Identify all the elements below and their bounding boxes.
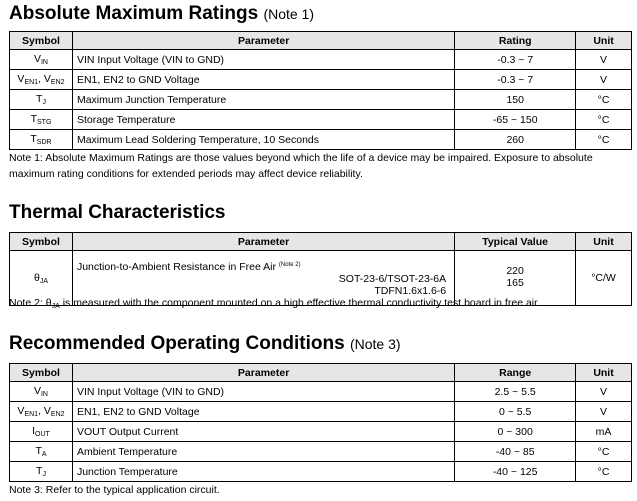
- parameter-cell: Storage Temperature: [72, 110, 454, 130]
- parameter-text: [77, 261, 301, 273]
- table-row: [10, 462, 632, 482]
- value-cell: -40 ~ 85: [455, 442, 576, 462]
- package-list: [339, 273, 446, 297]
- value-cell: -65 ~ 150: [455, 110, 576, 130]
- value-cell: 0 ~ 300: [455, 422, 576, 442]
- symbol-sub: JA: [39, 277, 48, 285]
- symbol-cell: [10, 442, 73, 462]
- unit-cell: °C: [576, 110, 632, 130]
- symbol-cell: [10, 130, 73, 150]
- abs-max-note-ref: (Note 1): [263, 6, 315, 22]
- value-cell: -0.3 ~ 7: [455, 50, 576, 70]
- symbol-cell: [10, 70, 73, 90]
- value-1: 220: [506, 265, 524, 277]
- value-cell: 0 ~ 5.5: [455, 402, 576, 422]
- symbol-sub: SDR: [36, 139, 52, 146]
- symbol-main-2: V: [43, 73, 51, 85]
- symbol-cell: [10, 422, 73, 442]
- table-row: [10, 70, 632, 90]
- symbol-cell: [10, 50, 73, 70]
- header-parameter: Parameter: [72, 364, 454, 382]
- symbol-sub: J: [42, 99, 46, 106]
- rec-op-note: Note 3: Refer to the typical application circuit.: [9, 484, 220, 496]
- unit-cell: °C: [576, 442, 632, 462]
- parameter-note: (Note 2): [278, 262, 301, 268]
- value-2: 165: [506, 277, 524, 289]
- header-symbol: Symbol: [10, 364, 73, 382]
- unit-cell: °C: [576, 462, 632, 482]
- table-row: [10, 422, 632, 442]
- parameter-cell: Maximum Junction Temperature: [72, 90, 454, 110]
- table-header-row: [10, 364, 632, 382]
- parameter-cell: EN1, EN2 to GND Voltage: [72, 402, 454, 422]
- table-row: [10, 442, 632, 462]
- thermal-note-prefix: Note 2:: [9, 297, 46, 309]
- symbol-main: V: [33, 53, 41, 65]
- table-row: [10, 90, 632, 110]
- parameter-cell: VOUT Output Current: [72, 422, 454, 442]
- parameter-cell: VIN Input Voltage (VIN to GND): [72, 50, 454, 70]
- symbol-main: I: [32, 425, 36, 437]
- symbol-sub: EN1: [24, 411, 39, 418]
- abs-max-note-line1: Note 1: Absolute Maximum Ratings are those values beyond which the life of a device may be impaired. Exposure to absolute: [9, 152, 593, 164]
- symbol-cell: [10, 462, 73, 482]
- unit-cell: V: [576, 70, 632, 90]
- abs-max-note: [9, 150, 633, 182]
- value-cell: -40 ~ 125: [455, 462, 576, 482]
- abs-max-note-line2: maximum rating conditions for extended periods may affect device reliability.: [9, 168, 363, 180]
- symbol-cell: [10, 382, 73, 402]
- table-header-row: [10, 233, 632, 251]
- header-parameter: Parameter: [72, 32, 454, 50]
- header-symbol: Symbol: [10, 32, 73, 50]
- symbol-sub: IN: [40, 391, 48, 398]
- rec-op-body: [10, 382, 632, 482]
- symbol-separator: ,: [38, 405, 44, 417]
- value-cell: 150: [455, 90, 576, 110]
- symbol-sub: IN: [40, 59, 48, 66]
- table-header-row: [10, 32, 632, 50]
- symbol-main: T: [36, 465, 43, 477]
- parameter-cell: Ambient Temperature: [72, 442, 454, 462]
- package-2: TDFN1.6x1.6-6: [374, 285, 447, 297]
- symbol-sub: STG: [37, 119, 52, 126]
- thermal-note: [9, 295, 633, 315]
- header-rating: Rating: [455, 32, 576, 50]
- symbol-sub: J: [42, 471, 46, 478]
- unit-cell: °C: [576, 90, 632, 110]
- unit-cell: mA: [576, 422, 632, 442]
- unit-cell: V: [576, 382, 632, 402]
- symbol-sub-2: EN2: [50, 79, 65, 86]
- symbol-main: T: [30, 113, 37, 125]
- thermal-note-text: is measured with the component mounted on a high effective thermal conductivity test board in free air.: [59, 297, 540, 309]
- abs-max-title: Absolute Maximum Ratings: [9, 3, 259, 24]
- symbol-cell: [10, 90, 73, 110]
- unit-cell: °C: [576, 130, 632, 150]
- unit-cell: V: [576, 50, 632, 70]
- package-1: SOT-23-6/TSOT-23-6A: [338, 273, 447, 285]
- parameter-label: Junction-to-Ambient Resistance in Free Air: [76, 261, 276, 273]
- symbol-sub: EN1: [24, 79, 39, 86]
- abs-max-body: [10, 50, 632, 150]
- header-unit: Unit: [576, 364, 632, 382]
- table-row: [10, 402, 632, 422]
- parameter-cell: VIN Input Voltage (VIN to GND): [72, 382, 454, 402]
- rec-op-title: Recommended Operating Conditions: [9, 333, 345, 354]
- symbol-sub: OUT: [35, 431, 50, 438]
- symbol-cell: [10, 402, 73, 422]
- abs-max-table: [9, 31, 632, 150]
- symbol-main: T: [35, 445, 42, 457]
- symbol-main: θ: [33, 271, 40, 284]
- header-typical-value: Typical Value: [455, 233, 576, 251]
- value-cell: 2.5 ~ 5.5: [455, 382, 576, 402]
- header-parameter: Parameter: [72, 233, 454, 251]
- symbol-separator: ,: [38, 73, 44, 85]
- table-row: [10, 382, 632, 402]
- header-unit: Unit: [576, 32, 632, 50]
- table-row: [10, 50, 632, 70]
- rec-op-note-ref: (Note 3): [349, 336, 401, 352]
- thermal-note-symbol-sub: JA: [51, 303, 60, 310]
- table-row: [10, 110, 632, 130]
- header-range: Range: [455, 364, 576, 382]
- symbol-sub-2: EN2: [50, 411, 65, 418]
- header-unit: Unit: [576, 233, 632, 251]
- parameter-cell: Maximum Lead Soldering Temperature, 10 Seconds: [72, 130, 454, 150]
- symbol-main: T: [36, 93, 43, 105]
- parameter-cell: EN1, EN2 to GND Voltage: [72, 70, 454, 90]
- symbol-main: V: [17, 405, 25, 417]
- symbol-sub: A: [41, 451, 47, 458]
- symbol-main: T: [30, 133, 37, 145]
- symbol-main: V: [17, 73, 25, 85]
- abs-max-heading: [9, 3, 314, 25]
- value-cell: 260: [455, 130, 576, 150]
- table-row: [10, 130, 632, 150]
- symbol-cell: [10, 110, 73, 130]
- thermal-note-symbol: θ: [45, 297, 52, 309]
- unit-cell: °C/W: [576, 251, 632, 306]
- unit-cell: V: [576, 402, 632, 422]
- symbol-main: V: [33, 385, 41, 397]
- header-symbol: Symbol: [10, 233, 73, 251]
- rec-op-heading: [9, 333, 401, 355]
- parameter-cell: Junction Temperature: [72, 462, 454, 482]
- rec-op-table: [9, 363, 632, 482]
- value-cell: -0.3 ~ 7: [455, 70, 576, 90]
- symbol-main-2: V: [43, 405, 51, 417]
- thermal-heading: [9, 202, 226, 224]
- thermal-title: Thermal Characteristics: [9, 202, 226, 223]
